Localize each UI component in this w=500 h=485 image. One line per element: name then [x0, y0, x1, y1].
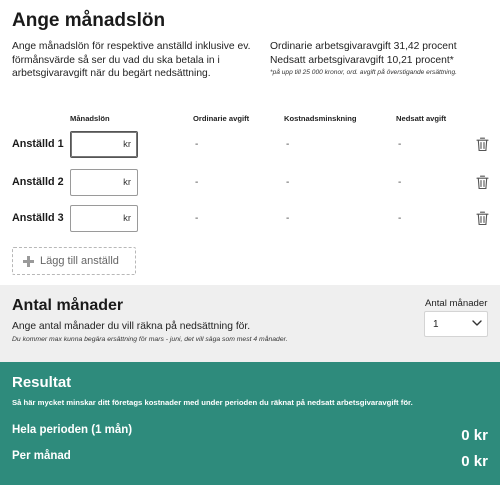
salary-field[interactable]	[70, 205, 138, 232]
monthly-total-label: Per månad	[12, 450, 71, 462]
reduced-fee-value: -	[398, 177, 402, 188]
rate-footnote: *på upp till 25 000 kronor, ord. avgift på överstigande ersättning.	[270, 69, 457, 76]
column-header-reduced-fee: Nedsatt avgift	[396, 114, 447, 123]
period-total-label: Hela perioden (1 mån)	[12, 424, 133, 436]
plus-icon	[23, 256, 34, 267]
months-select-label: Antal månader	[425, 298, 488, 309]
period-total-value: 0 kr	[461, 427, 488, 444]
employee-label: Anställd 1	[12, 138, 64, 150]
months-section-title: Antal månader	[12, 297, 124, 314]
rates-info	[270, 40, 495, 78]
salary-field[interactable]	[70, 169, 138, 196]
reduced-rate-text: Nedsatt arbetsgivaravgift 10,21 procent*	[270, 54, 454, 66]
result-section-title: Resultat	[12, 374, 72, 391]
salary-section-title: Ange månadslön	[12, 10, 166, 31]
currency-unit: kr	[123, 139, 131, 150]
ordinary-fee-value: -	[195, 177, 199, 188]
cost-reduction-value: -	[286, 139, 290, 150]
salary-input[interactable]	[75, 175, 119, 190]
currency-unit: kr	[123, 177, 131, 188]
months-section	[0, 285, 500, 362]
column-header-salary: Månadslön	[70, 114, 110, 123]
cost-reduction-value: -	[286, 213, 290, 224]
reduced-fee-value: -	[398, 213, 402, 224]
result-section	[0, 362, 500, 485]
months-selected-value: 1	[433, 319, 439, 330]
ordinary-fee-value: -	[195, 139, 199, 150]
currency-unit: kr	[123, 213, 131, 224]
salary-section-intro: Ange månadslön för respektive anställd inklusive ev. förmånsvärde så ser du vad du ska betala in i arbetsgivaravgift när du begärt nedsättning.	[12, 41, 251, 79]
trash-icon[interactable]	[476, 137, 489, 152]
employee-row	[0, 204, 500, 234]
employee-row	[0, 130, 500, 160]
employee-label: Anställd 2	[12, 176, 64, 188]
salary-input[interactable]	[75, 137, 119, 152]
trash-icon[interactable]	[476, 211, 489, 226]
reduced-fee-value: -	[398, 139, 402, 150]
chevron-down-icon	[472, 319, 482, 327]
trash-icon[interactable]	[476, 175, 489, 190]
ordinary-rate-text: Ordinarie arbetsgivaravgift 31,42 procent	[270, 41, 457, 52]
months-note: Du kommer max kunna begära ersättning för mars - juni, det vill säga som mest 4 månader.	[12, 336, 288, 343]
months-description: Ange antal månader du vill räkna på nedsättning för.	[12, 321, 251, 332]
add-employee-button[interactable]	[12, 247, 136, 275]
cost-reduction-value: -	[286, 177, 290, 188]
column-header-ordinary-fee: Ordinarie avgift	[193, 114, 250, 123]
add-employee-label: Lägg till anställd	[40, 255, 119, 267]
salary-field[interactable]	[70, 131, 138, 158]
months-select[interactable]	[424, 311, 488, 337]
salary-input[interactable]	[75, 211, 119, 226]
employee-label: Anställd 3	[12, 212, 64, 224]
monthly-total-value: 0 kr	[461, 453, 488, 470]
employee-row	[0, 168, 500, 198]
ordinary-fee-value: -	[195, 213, 199, 224]
result-description: Så här mycket minskar ditt företags kostnader med under perioden du räknat på nedsatt arbetsgivaravgift för.	[12, 398, 413, 407]
column-header-cost-reduction: Kostnadsminskning	[284, 114, 357, 123]
